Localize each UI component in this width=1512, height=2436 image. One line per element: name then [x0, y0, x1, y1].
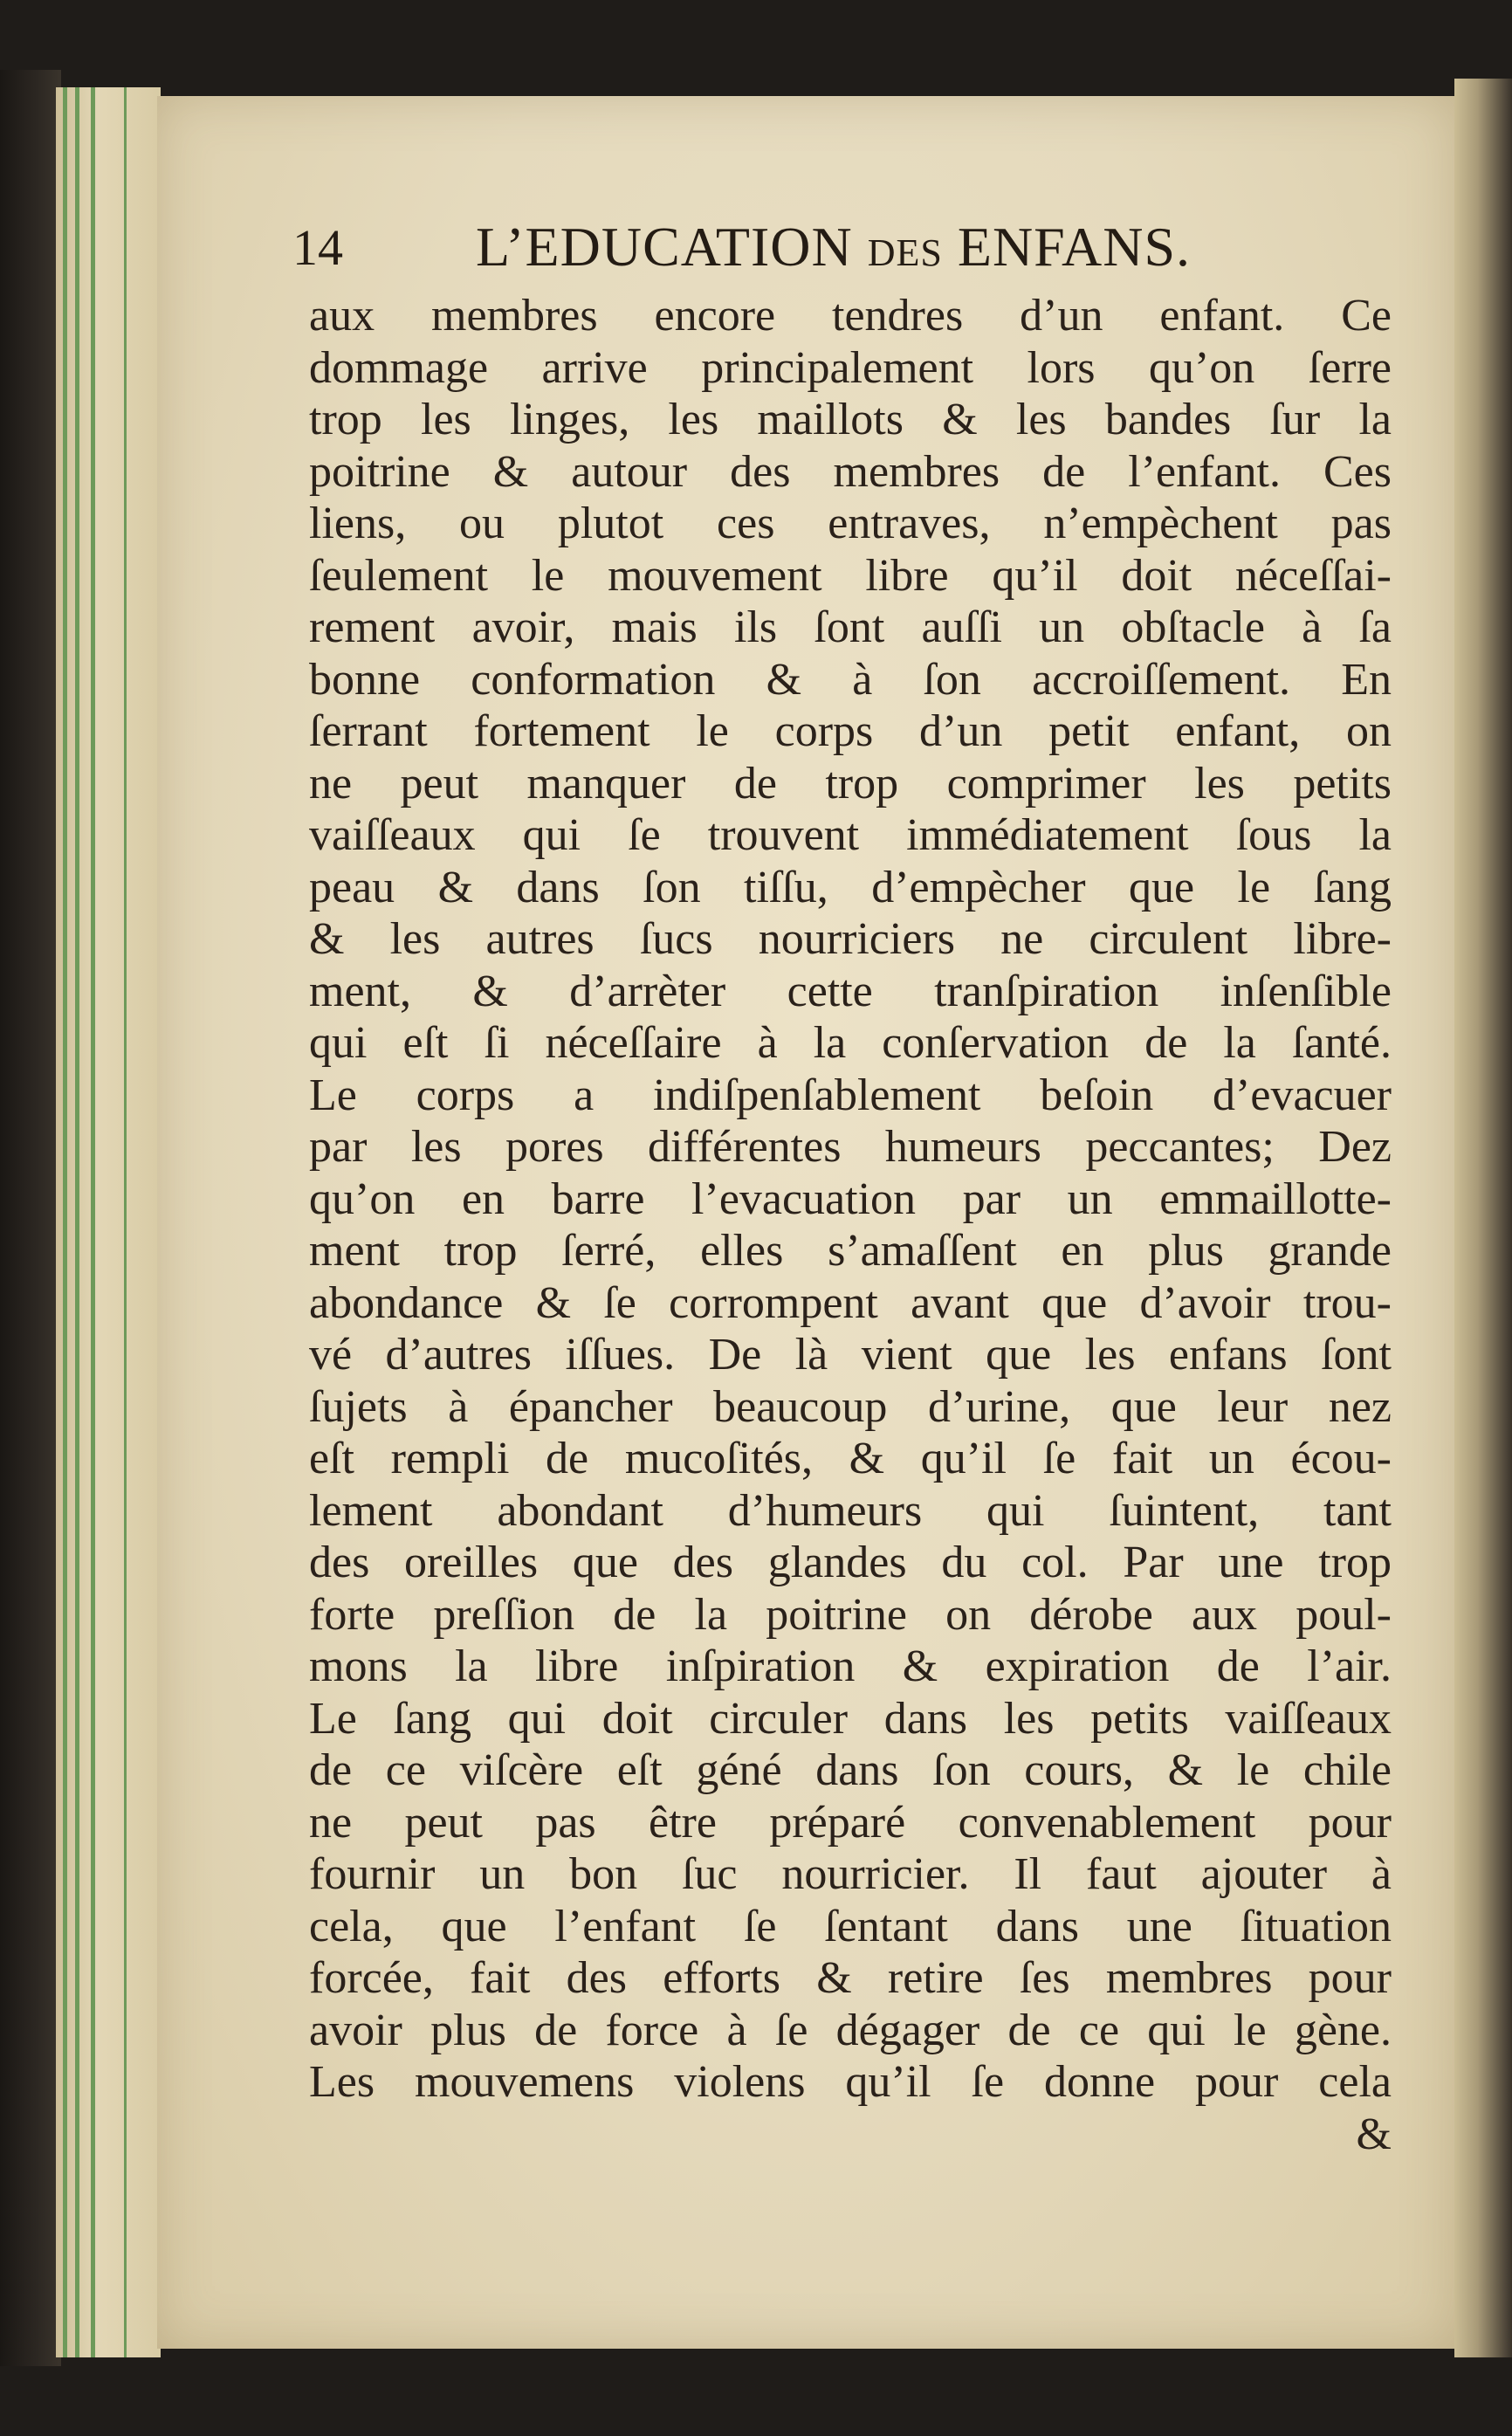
text-line: forte preſſion de la poitrine on dérobe aux poul- — [309, 1589, 1392, 1640]
text-line: forcée, fait des efforts & retire ſes membres pour — [309, 1953, 1392, 2003]
running-title-main: L’EDUCATION — [476, 216, 868, 278]
book-page — [157, 96, 1454, 2349]
text-line: ſeulement le mouvement libre qu’il doit néceſſai- — [309, 550, 1392, 601]
page-stack-edges — [56, 87, 161, 2357]
text-line: vé d’autres iſſues. De là vient que les enfans ſont — [309, 1330, 1392, 1380]
text-line: aux membres encore tendres d’un enfant. Ce — [309, 291, 1392, 341]
text-line: ſujets à épancher beaucoup d’urine, que leur nez — [309, 1381, 1392, 1432]
right-page-edge — [1454, 79, 1512, 2357]
text-line: liens, ou plutot ces entraves, n’empèchent pas — [309, 499, 1392, 548]
text-line: dommage arrive principalement lors qu’on ſerre — [309, 342, 1392, 393]
text-line: de ce viſcère eſt géné dans ſon cours, & le chile — [309, 1745, 1392, 1795]
text-line: eſt rempli de mucoſités, & qu’il ſe fait un écou- — [309, 1434, 1392, 1483]
text-line: ment, & d’arrèter cette tranſpiration inſenſible — [309, 966, 1392, 1016]
text-line: Les mouvemens violens qu’il ſe donne pour cela — [309, 2057, 1392, 2107]
text-line: poitrine & autour des membres de l’enfant. Ces — [309, 446, 1392, 497]
text-line: par les pores différentes humeurs peccantes; Dez — [309, 1122, 1392, 1172]
catchword: & — [1356, 2109, 1392, 2159]
text-line: peau & dans ſon tiſſu, d’empècher que le ſang — [309, 862, 1392, 912]
text-line: des oreilles que des glandes du col. Par une trop — [309, 1538, 1392, 1587]
page-number: 14 — [292, 219, 343, 276]
edge-stripe — [91, 87, 95, 2357]
text-line: mons la libre inſpiration & expiration de l’air. — [309, 1641, 1392, 1691]
text-line: qu’on en barre l’evacuation par un emmaillotte- — [309, 1173, 1392, 1224]
running-title — [476, 215, 1191, 279]
text-line: ſerrant fortement le corps d’un petit enfant, on — [309, 706, 1392, 756]
text-line: ne peut pas être préparé convenablement pour — [309, 1797, 1392, 1848]
book-binding — [0, 70, 61, 2366]
text-line: bonne conformation & à ſon accroiſſement. En — [309, 654, 1392, 705]
edge-stripe — [75, 87, 79, 2357]
text-line: vaiſſeaux qui ſe trouvent immédiatement ſous la — [309, 810, 1392, 860]
text-line: Le ſang qui doit circuler dans les petits vaiſſeaux — [309, 1693, 1392, 1744]
text-line: lement abondant d’humeurs qui ſuintent, tant — [309, 1485, 1392, 1536]
text-line: avoir plus de force à ſe dégager de ce qui le gène. — [309, 2005, 1392, 2055]
running-title-small-caps: DES — [867, 231, 943, 274]
text-line: rement avoir, mais ils ſont auſſi un obſtacle à ſa — [309, 602, 1392, 652]
edge-stripe — [124, 87, 127, 2357]
catchword-row — [309, 2109, 1392, 2161]
text-line: ment trop ſerré, elles s’amaſſent en plus grande — [309, 1226, 1392, 1276]
body-text — [309, 290, 1392, 2160]
text-line: Le corps a indiſpenſablement beſoin d’evacuer — [309, 1070, 1392, 1120]
text-line: ne peut manquer de trop comprimer les petits — [309, 758, 1392, 809]
edge-stripe — [63, 87, 67, 2357]
text-line: fournir un bon ſuc nourricier. Il faut ajouter à — [309, 1849, 1392, 1899]
text-line: trop les linges, les maillots & les bandes ſur la — [309, 395, 1392, 444]
page-header — [292, 201, 1392, 288]
text-line: qui eſt ſi néceſſaire à la conſervation de la ſanté. — [309, 1018, 1392, 1068]
running-title-end: ENFANS. — [942, 216, 1192, 278]
text-line: cela, que l’enfant ſe ſentant dans une ſituation — [309, 1901, 1392, 1951]
text-line: & les autres ſucs nourriciers ne circulent libre- — [309, 914, 1392, 964]
text-line: abondance & ſe corrompent avant que d’avoir trou- — [309, 1277, 1392, 1328]
